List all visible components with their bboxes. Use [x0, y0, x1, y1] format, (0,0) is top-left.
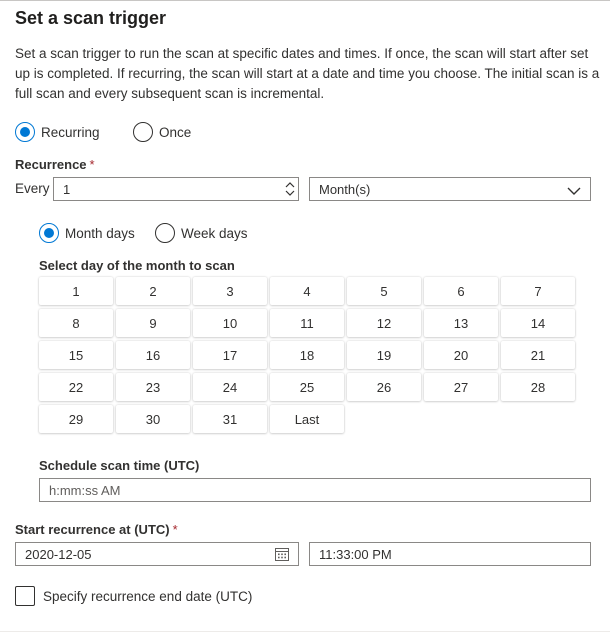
radio-month-days[interactable]	[39, 223, 135, 243]
end-date-checkbox-label: Specify recurrence end date (UTC)	[43, 588, 253, 604]
panel-description: Set a scan trigger to run the scan at specific dates and times. If once, the scan will start after set up is completed. If recurring, the scan will start at a date and time you choose. The initial scan is a full scan and every subsequent scan is incremental.	[15, 46, 600, 101]
day-cell[interactable]: 1	[39, 277, 113, 305]
radio-week-days[interactable]	[155, 223, 248, 243]
calendar-icon[interactable]	[275, 547, 289, 564]
end-date-checkbox[interactable]	[15, 586, 252, 606]
end-date-checkbox-box[interactable]	[15, 586, 35, 606]
chevron-down-icon[interactable]	[567, 184, 581, 199]
bottom-divider	[0, 631, 610, 632]
schedule-time-placeholder: h:mm:ss AM	[49, 482, 121, 498]
day-cell[interactable]: 7	[501, 277, 575, 305]
every-label: Every	[15, 181, 50, 196]
start-time-value: 11:33:00 PM	[319, 546, 392, 562]
day-cell[interactable]: 12	[347, 309, 421, 337]
day-cell[interactable]: 31	[193, 405, 267, 433]
day-cell[interactable]: 9	[116, 309, 190, 337]
start-date-picker[interactable]	[15, 542, 299, 566]
day-cell[interactable]: 30	[116, 405, 190, 433]
radio-week-days-label: Week days	[181, 225, 248, 241]
required-mark: *	[89, 157, 95, 172]
schedule-time-label: Schedule scan time (UTC)	[39, 458, 200, 473]
start-recurrence-label-text: Start recurrence at (UTC)	[15, 522, 170, 537]
radio-recurring[interactable]	[15, 122, 100, 142]
day-cell[interactable]: 16	[116, 341, 190, 369]
day-cell[interactable]: 21	[501, 341, 575, 369]
day-cell[interactable]: 10	[193, 309, 267, 337]
day-cell[interactable]: 18	[270, 341, 344, 369]
radio-once[interactable]	[133, 122, 191, 142]
day-cell[interactable]: 4	[270, 277, 344, 305]
recurrence-label	[15, 157, 95, 172]
day-cell[interactable]: 29	[39, 405, 113, 433]
radio-once-indicator[interactable]	[133, 122, 153, 142]
interval-value: 1	[63, 181, 71, 197]
day-cell[interactable]: 25	[270, 373, 344, 401]
radio-recurring-indicator[interactable]	[15, 122, 35, 142]
day-cell-last[interactable]: Last	[270, 405, 344, 433]
start-time-input[interactable]	[309, 542, 591, 566]
interval-stepper[interactable]	[53, 177, 299, 201]
unit-dropdown-value: Month(s)	[319, 181, 371, 197]
day-cell[interactable]: 20	[424, 341, 498, 369]
day-cell[interactable]: 27	[424, 373, 498, 401]
panel-title: Set a scan trigger	[15, 8, 167, 28]
top-divider	[0, 0, 610, 1]
day-cell[interactable]: 13	[424, 309, 498, 337]
day-cell[interactable]: 22	[39, 373, 113, 401]
radio-week-days-indicator[interactable]	[155, 223, 175, 243]
unit-dropdown[interactable]	[309, 177, 591, 201]
recurrence-label-text: Recurrence	[15, 157, 87, 172]
start-recurrence-label	[15, 522, 178, 537]
day-cell[interactable]: 26	[347, 373, 421, 401]
required-mark: *	[172, 522, 178, 537]
stepper-arrows-icon[interactable]	[284, 179, 296, 199]
radio-month-days-label: Month days	[65, 225, 135, 241]
schedule-time-input[interactable]	[39, 478, 591, 502]
radio-once-label: Once	[159, 124, 192, 140]
day-cell[interactable]: 28	[501, 373, 575, 401]
day-cell[interactable]: 15	[39, 341, 113, 369]
day-cell[interactable]: 19	[347, 341, 421, 369]
day-cell[interactable]: 23	[116, 373, 190, 401]
radio-month-days-indicator[interactable]	[39, 223, 59, 243]
day-cell[interactable]: 5	[347, 277, 421, 305]
day-cell[interactable]: 6	[424, 277, 498, 305]
day-cell[interactable]: 17	[193, 341, 267, 369]
start-date-value: 2020-12-05	[25, 546, 92, 562]
day-cell[interactable]: 3	[193, 277, 267, 305]
radio-recurring-label: Recurring	[41, 124, 100, 140]
day-cell[interactable]: 2	[116, 277, 190, 305]
day-cell[interactable]: 14	[501, 309, 575, 337]
month-days-label: Select day of the month to scan	[39, 258, 235, 273]
day-cell[interactable]: 11	[270, 309, 344, 337]
day-cell[interactable]: 8	[39, 309, 113, 337]
day-cell[interactable]: 24	[193, 373, 267, 401]
